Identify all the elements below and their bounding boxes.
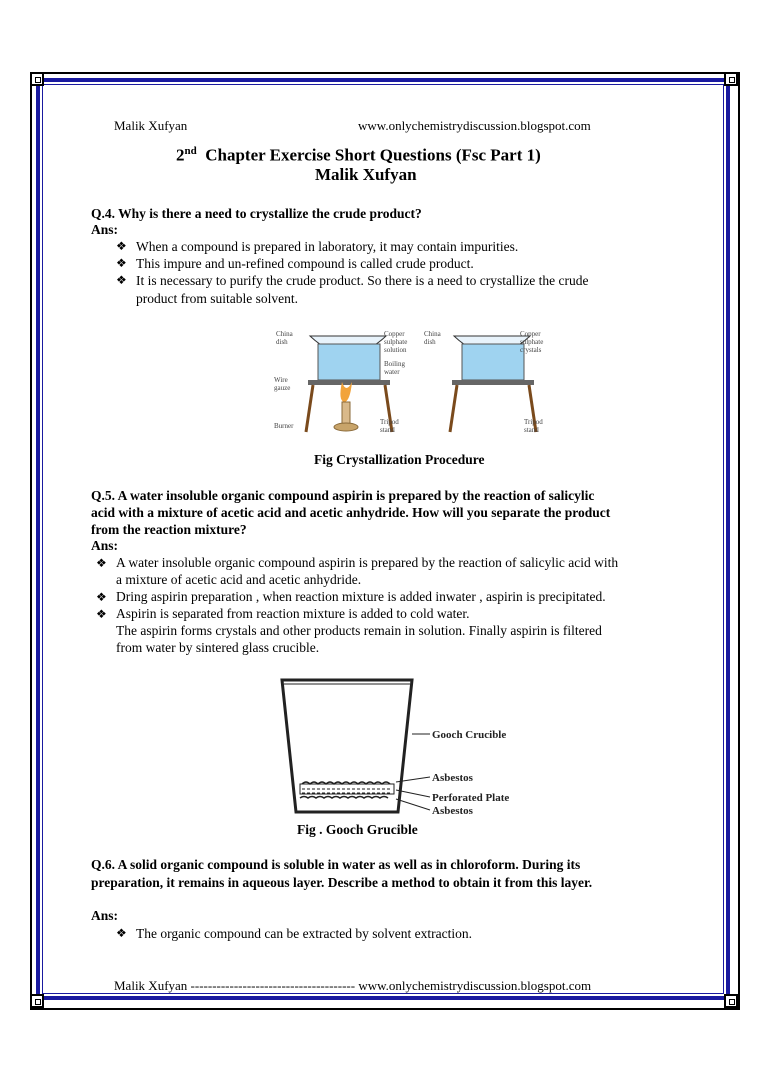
q4-bullet-2: This impure and un-refined compound is called crude product. xyxy=(136,256,474,271)
q5-figure-caption: Fig . Gooch Grucible xyxy=(297,822,418,837)
q4-ans-label: Ans: xyxy=(91,222,119,237)
q6-question-line-1: Q.6. A solid organic compound is soluble in water as well as in chloroform. During its xyxy=(91,857,581,872)
q5-line-6: from water by sintered glass crucible. xyxy=(116,640,320,655)
q5-line-2: a mixture of acetic acid and acetic anhydride. xyxy=(116,572,362,587)
q4-figure-caption: Fig Crystallization Procedure xyxy=(314,452,485,467)
q5-question-line-1: Q.5. A water insoluble organic compound aspirin is prepared by the reaction of salicylic xyxy=(91,488,595,503)
bullet-icon: ❖ xyxy=(116,239,127,253)
q5-line-1: A water insoluble organic compound aspirin is prepared by the reaction of salicylic acid with xyxy=(116,555,619,570)
border-corner-bottom-left xyxy=(30,994,44,1008)
label-tripod-stand-right: Tripod xyxy=(524,418,543,426)
q6-bullet-1: The organic compound can be extracted by solvent extraction. xyxy=(136,926,473,941)
border-corner-bottom-right xyxy=(724,994,738,1008)
bullet-icon: ❖ xyxy=(116,926,127,940)
label-wire-gauze: Wire xyxy=(274,376,288,384)
label-copper-sulphate-solution: Copper xyxy=(384,330,405,338)
q5-ans-label: Ans: xyxy=(91,538,119,553)
label-copper-sulphate-crystals-2: sulphate xyxy=(520,338,544,346)
q4-bullet-1: When a compound is prepared in laboratory, it may contain impurities. xyxy=(136,239,519,254)
footer-author: Malik Xufyan xyxy=(114,978,188,993)
bullet-icon: ❖ xyxy=(96,607,107,621)
label-copper-sulphate-crystals: Copper xyxy=(520,330,541,338)
label-china-dish-right: China xyxy=(424,330,441,338)
q5-line-3: Dring aspirin preparation , when reaction mixture is added inwater , aspirin is precipitated. xyxy=(116,589,606,604)
title-author: Malik Xufyan xyxy=(315,165,417,184)
q5-question-line-3: from the reaction mixture? xyxy=(91,522,247,537)
crystallization-figure xyxy=(258,322,558,450)
bullet-icon: ❖ xyxy=(96,590,107,604)
footer-dashes: -------------------------------------- xyxy=(190,978,356,993)
q6-ans-label: Ans: xyxy=(91,908,119,923)
label-copper-sulphate-solution-2: sulphate xyxy=(384,338,408,346)
bullet-icon: ❖ xyxy=(116,273,127,287)
right-apparatus xyxy=(424,330,543,434)
label-perforated-plate: Perforated Plate xyxy=(432,792,510,804)
q5-line-5: The aspirin forms crystals and other products remain in solution. Finally aspirin is filtered xyxy=(116,623,602,638)
bullet-icon: ❖ xyxy=(116,256,127,270)
gooch-crucible-figure xyxy=(272,672,532,822)
q5-question-line-2: acid with a mixture of acetic acid and acetic anhydride. How will you separate the product xyxy=(91,505,611,520)
label-china-dish-left-2: dish xyxy=(276,338,288,346)
label-burner: Burner xyxy=(274,422,294,430)
border-corner-top-left xyxy=(30,72,44,86)
left-apparatus xyxy=(274,330,407,434)
border-corner-top-right xyxy=(724,72,738,86)
label-china-dish-left: China xyxy=(276,330,293,338)
chapter-number: 2 xyxy=(176,145,185,165)
header-author: Malik Xufyan xyxy=(114,118,188,133)
chapter-title-text: Chapter Exercise Short Questions (Fsc Part 1) xyxy=(205,145,541,165)
label-boiling-water-2: water xyxy=(384,368,400,376)
label-china-dish-right-2: dish xyxy=(424,338,436,346)
label-boiling-water: Boiling xyxy=(384,360,406,368)
chapter-number-suffix: nd xyxy=(184,145,197,157)
label-tripod-stand-left-2: stand xyxy=(380,426,395,434)
q6-question-line-2: preparation, it remains in aqueous layer. Describe a method to obtain it from this layer. xyxy=(91,875,593,890)
label-tripod-stand-right-2: stand xyxy=(524,426,539,434)
label-asbestos-top: Asbestos xyxy=(432,772,473,784)
footer xyxy=(114,977,591,994)
footer-website: www.onlychemistrydiscussion.blogspot.com xyxy=(358,978,592,993)
chapter-title xyxy=(176,143,541,164)
label-copper-sulphate-crystals-3: crystals xyxy=(520,346,542,354)
q4-bullet-3: It is necessary to purify the crude product. So there is a need to crystallize the crude xyxy=(136,273,589,288)
label-gooch-crucible: Gooch Crucible xyxy=(432,729,507,741)
q4-bullet-3-cont: product from suitable solvent. xyxy=(136,291,298,306)
header-website: www.onlychemistrydiscussion.blogspot.com xyxy=(358,118,591,133)
label-wire-gauze-2: gauze xyxy=(274,384,291,392)
label-tripod-stand-left: Tripod xyxy=(380,418,399,426)
label-copper-sulphate-solution-3: solution xyxy=(384,346,407,354)
bullet-icon: ❖ xyxy=(96,556,107,570)
label-asbestos-bottom: Asbestos xyxy=(432,805,473,817)
q4-question: Q.4. Why is there a need to crystallize the crude product? xyxy=(91,206,422,221)
q5-line-4: Aspirin is separated from reaction mixture is added to cold water. xyxy=(116,606,470,621)
